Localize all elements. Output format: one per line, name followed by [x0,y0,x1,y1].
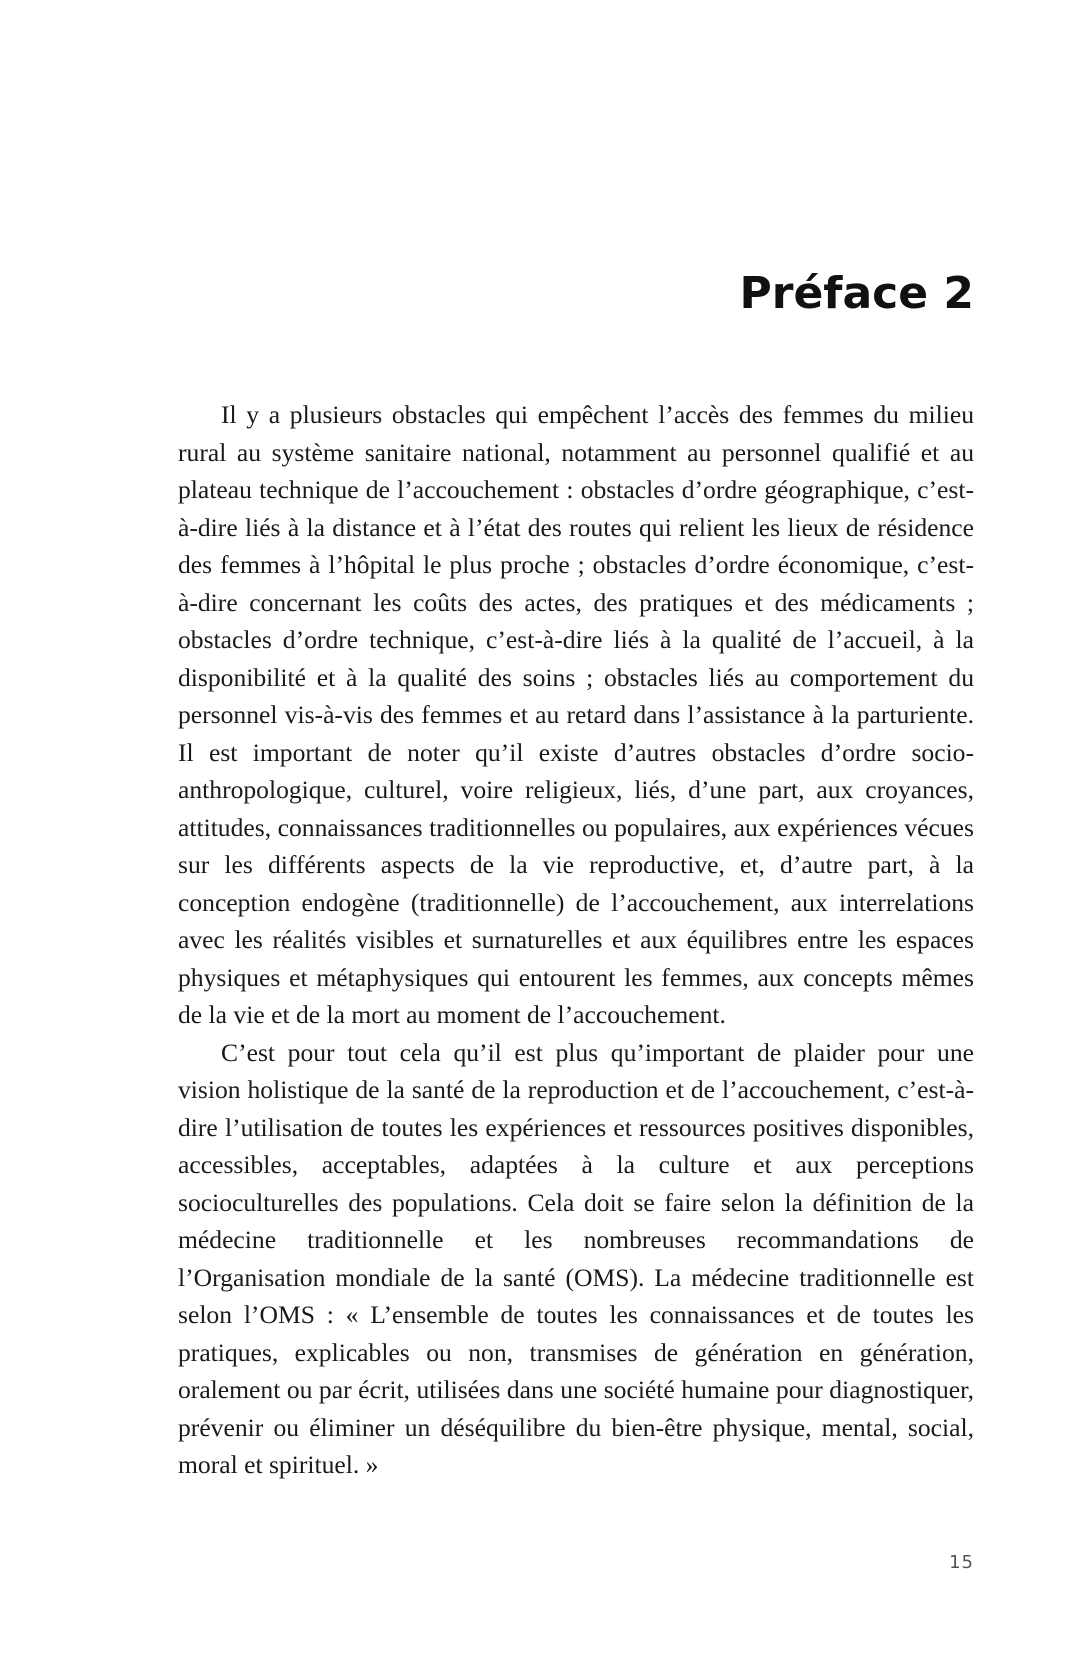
paragraph-2: C’est pour tout cela qu’il est plus qu’important de plaider pour une vision holistique de la santé de la reproduction et de l’accouchement, c’est-à-dire l’utilisation de toutes les expériences et ressources positives disponibles, accessibles, acceptables, adaptées à la culture et aux perceptions socioculturelles des populations. Cela doit se faire selon la définition de la médecine traditionnelle et les nombreuses recommandations de l’Organisation mondiale de la santé (OMS). La médecine traditionnelle est selon l’OMS : « L’ensemble de toutes les connaissances et de toutes les pratiques, explicables ou non, transmises de génération en génération, oralement ou par écrit, utilisées dans une société humaine pour diagnostiquer, prévenir ou éliminer un déséquilibre du bien-être physique, mental, social, moral et spirituel. » [178,1037,974,1479]
body-text [178,396,974,1484]
chapter-title: Préface 2 [739,268,974,319]
paragraph-1: Il y a plusieurs obstacles qui empêchent l’accès des femmes du milieu rural au système sanitaire national, notamment au personnel qualifié et au plateau technique de l’accouchement : obstacles d’ordre géographique, c’est-à-dire liés à la distance et à l’état des routes qui relient les lieux de résidence des femmes à l’hôpital le plus proche ; obstacles d’ordre économique, c’est-à-dire concernant les coûts des actes, des pratiques et des médicaments ; obstacles d’ordre technique, c’est-à-dire liés à la qualité de l’accueil, à la disponibilité et à la qualité des soins ; obstacles liés au comportement du personnel vis-à-vis des femmes et au retard dans l’assistance à la parturiente. Il est important de noter qu’il existe d’autres obstacles d’ordre socio-anthropologique, culturel, voire religieux, liés, d’une part, aux croyances, attitudes, connaissances traditionnelles ou populaires, aux expériences vécues sur les différents aspects de la vie reproductive, et, d’autre part, à la conception endogène (traditionnelle) de l’accouchement, aux interrelations avec les réalités visibles et surnaturelles et aux équilibres entre les espaces physiques et métaphysiques qui entourent les femmes, aux concepts mêmes de la vie et de la mort au moment de l’accouchement. [178,400,974,1029]
page-number: 15 [949,1552,974,1573]
